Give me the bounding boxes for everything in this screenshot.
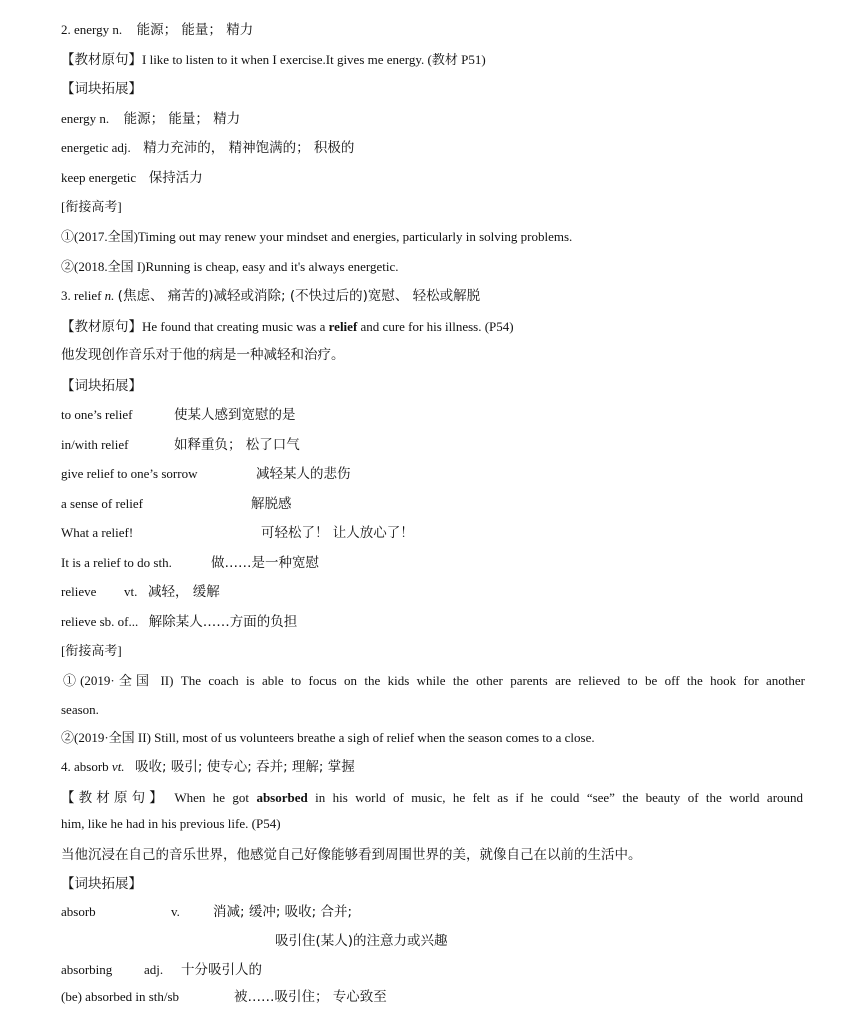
phrase: a sense of relief [61, 496, 143, 511]
phrase-row [61, 436, 300, 454]
textbook-sentence-continued: him, like he had in his previous life. (P54) [61, 816, 281, 831]
meaning: 消减; 缓冲; 吸收; 合并; [213, 904, 353, 920]
exam-sentence-continued: season. [61, 702, 99, 717]
phrase-row [61, 169, 203, 187]
part-of-speech: vt. [111, 759, 125, 774]
phrase-row [61, 406, 296, 424]
definition: 吸收; 吸引; 使专心; 吞并; 理解; 掌握 [135, 759, 355, 775]
exam-link-heading: [衔接高考] [61, 199, 122, 214]
textbook-sentence [61, 789, 803, 807]
meaning: 精力充沛的， 精神饱满的； 积极的 [143, 140, 355, 156]
definition: (焦虑、 痛苦的)减轻或消除; (不快过后的)宽慰、 轻松或解脱 [117, 288, 481, 304]
phrase: to one’s relief [61, 407, 133, 422]
phrase-row [61, 903, 353, 921]
exam-sentence: ②(2018.全国 I)Running is cheap, easy and it's always energetic. [61, 259, 399, 274]
phrase: keep energetic [61, 170, 137, 185]
phrase-row [61, 465, 351, 483]
exam-sentence: ②(2019·全国 II) Still, most of us volunteers breathe a sigh of relief when the season comes to a close. [61, 730, 595, 745]
headword: 2. energy n. [61, 22, 123, 37]
textbook-sentence [61, 51, 486, 69]
meaning: 如释重负； 松了口气 [174, 437, 300, 453]
phrase: energetic adj. [61, 140, 131, 155]
phrase: energy n. [61, 111, 110, 126]
phrase-row [61, 524, 414, 542]
phrase: in/with relief [61, 437, 129, 452]
meaning: 可轻松了！ 让人放心了！ [261, 525, 414, 541]
phrase-expansion-heading: 【词块拓展】 [61, 876, 142, 892]
phrase-row [61, 554, 319, 572]
entry-relief-heading [61, 287, 480, 305]
phrase-row [61, 495, 292, 513]
highlighted-word: relief [328, 319, 358, 334]
phrase: absorb [61, 904, 96, 919]
section-tag: 【教材原句】 [61, 52, 142, 68]
meaning: 使某人感到宽慰的是 [174, 407, 296, 423]
meaning: 减轻， 缓解 [148, 584, 220, 600]
textbook-sentence [61, 318, 514, 336]
phrase: What a relief! [61, 525, 134, 540]
part-of-speech: v. [171, 904, 180, 919]
sentence-text: in his world of music, he felt as if he could “see” the beauty of the world around [315, 790, 804, 805]
phrase-row [61, 110, 240, 128]
meaning: 十分吸引人的 [181, 962, 262, 978]
part-of-speech: vt. [124, 584, 138, 599]
sentence-text: He found that creating music was a [142, 319, 326, 334]
section-tag: 【教材原句】 [61, 790, 167, 806]
meaning: 减轻某人的悲伤 [256, 466, 351, 482]
meaning: 被……吸引住； 专心致至 [234, 989, 387, 1005]
translation: 他发现创作音乐对于他的病是一种减轻和治疗。 [61, 347, 345, 363]
phrase: relieve sb. of... [61, 614, 139, 629]
part-of-speech: adj. [144, 962, 164, 977]
phrase-expansion-heading: 【词块拓展】 [61, 81, 142, 97]
sentence-text: When he got [174, 790, 250, 805]
entry-absorb-heading [61, 758, 355, 776]
meaning-continued: 吸引住(某人)的注意力或兴趣 [275, 933, 448, 949]
meaning: 保持活力 [148, 170, 203, 186]
exam-sentence: ①(2017.全国)Timing out may renew your mindset and energies, particularly in solving problems. [61, 229, 573, 244]
translation: 当他沉浸在自己的音乐世界，他感觉自己好像能够看到周围世界的美，就像自己在以前的生活中。 [61, 847, 642, 863]
phrase-row [61, 583, 220, 601]
meaning: 解脱感 [251, 496, 292, 512]
phrase: relieve [61, 584, 97, 599]
phrase: (be) absorbed in sth/sb [61, 989, 180, 1004]
phrase-row [61, 988, 387, 1006]
phrase: It is a relief to do sth. [61, 555, 172, 570]
exam-link-heading: [衔接高考] [61, 643, 122, 658]
phrase-row [61, 139, 354, 157]
meaning: 能源； 能量； 精力 [123, 111, 241, 127]
meaning: 做……是一种宽慰 [211, 555, 319, 571]
headword: 3. relief [61, 288, 102, 303]
entry-energy-heading [61, 21, 253, 39]
sentence-text: I like to listen to it when I exercise.It gives me energy. (教材 P51) [142, 52, 486, 67]
part-of-speech: n. [104, 288, 115, 303]
phrase-row [61, 961, 262, 979]
section-tag: 【教材原句】 [61, 319, 142, 335]
definition: 能源； 能量； 精力 [136, 22, 254, 38]
meaning: 解除某人……方面的负担 [148, 614, 298, 630]
phrase: give relief to one’s sorrow [61, 466, 198, 481]
highlighted-word: absorbed [256, 790, 308, 805]
phrase-row [61, 613, 297, 631]
exam-sentence: ①(2019·全国 II) The coach is able to focus on the kids while the other parents are relieved to be off the hook for another [63, 673, 805, 688]
phrase: absorbing [61, 962, 113, 977]
headword: 4. absorb [61, 759, 109, 774]
sentence-text: and cure for his illness. (P54) [360, 319, 514, 334]
phrase-expansion-heading: 【词块拓展】 [61, 378, 142, 394]
